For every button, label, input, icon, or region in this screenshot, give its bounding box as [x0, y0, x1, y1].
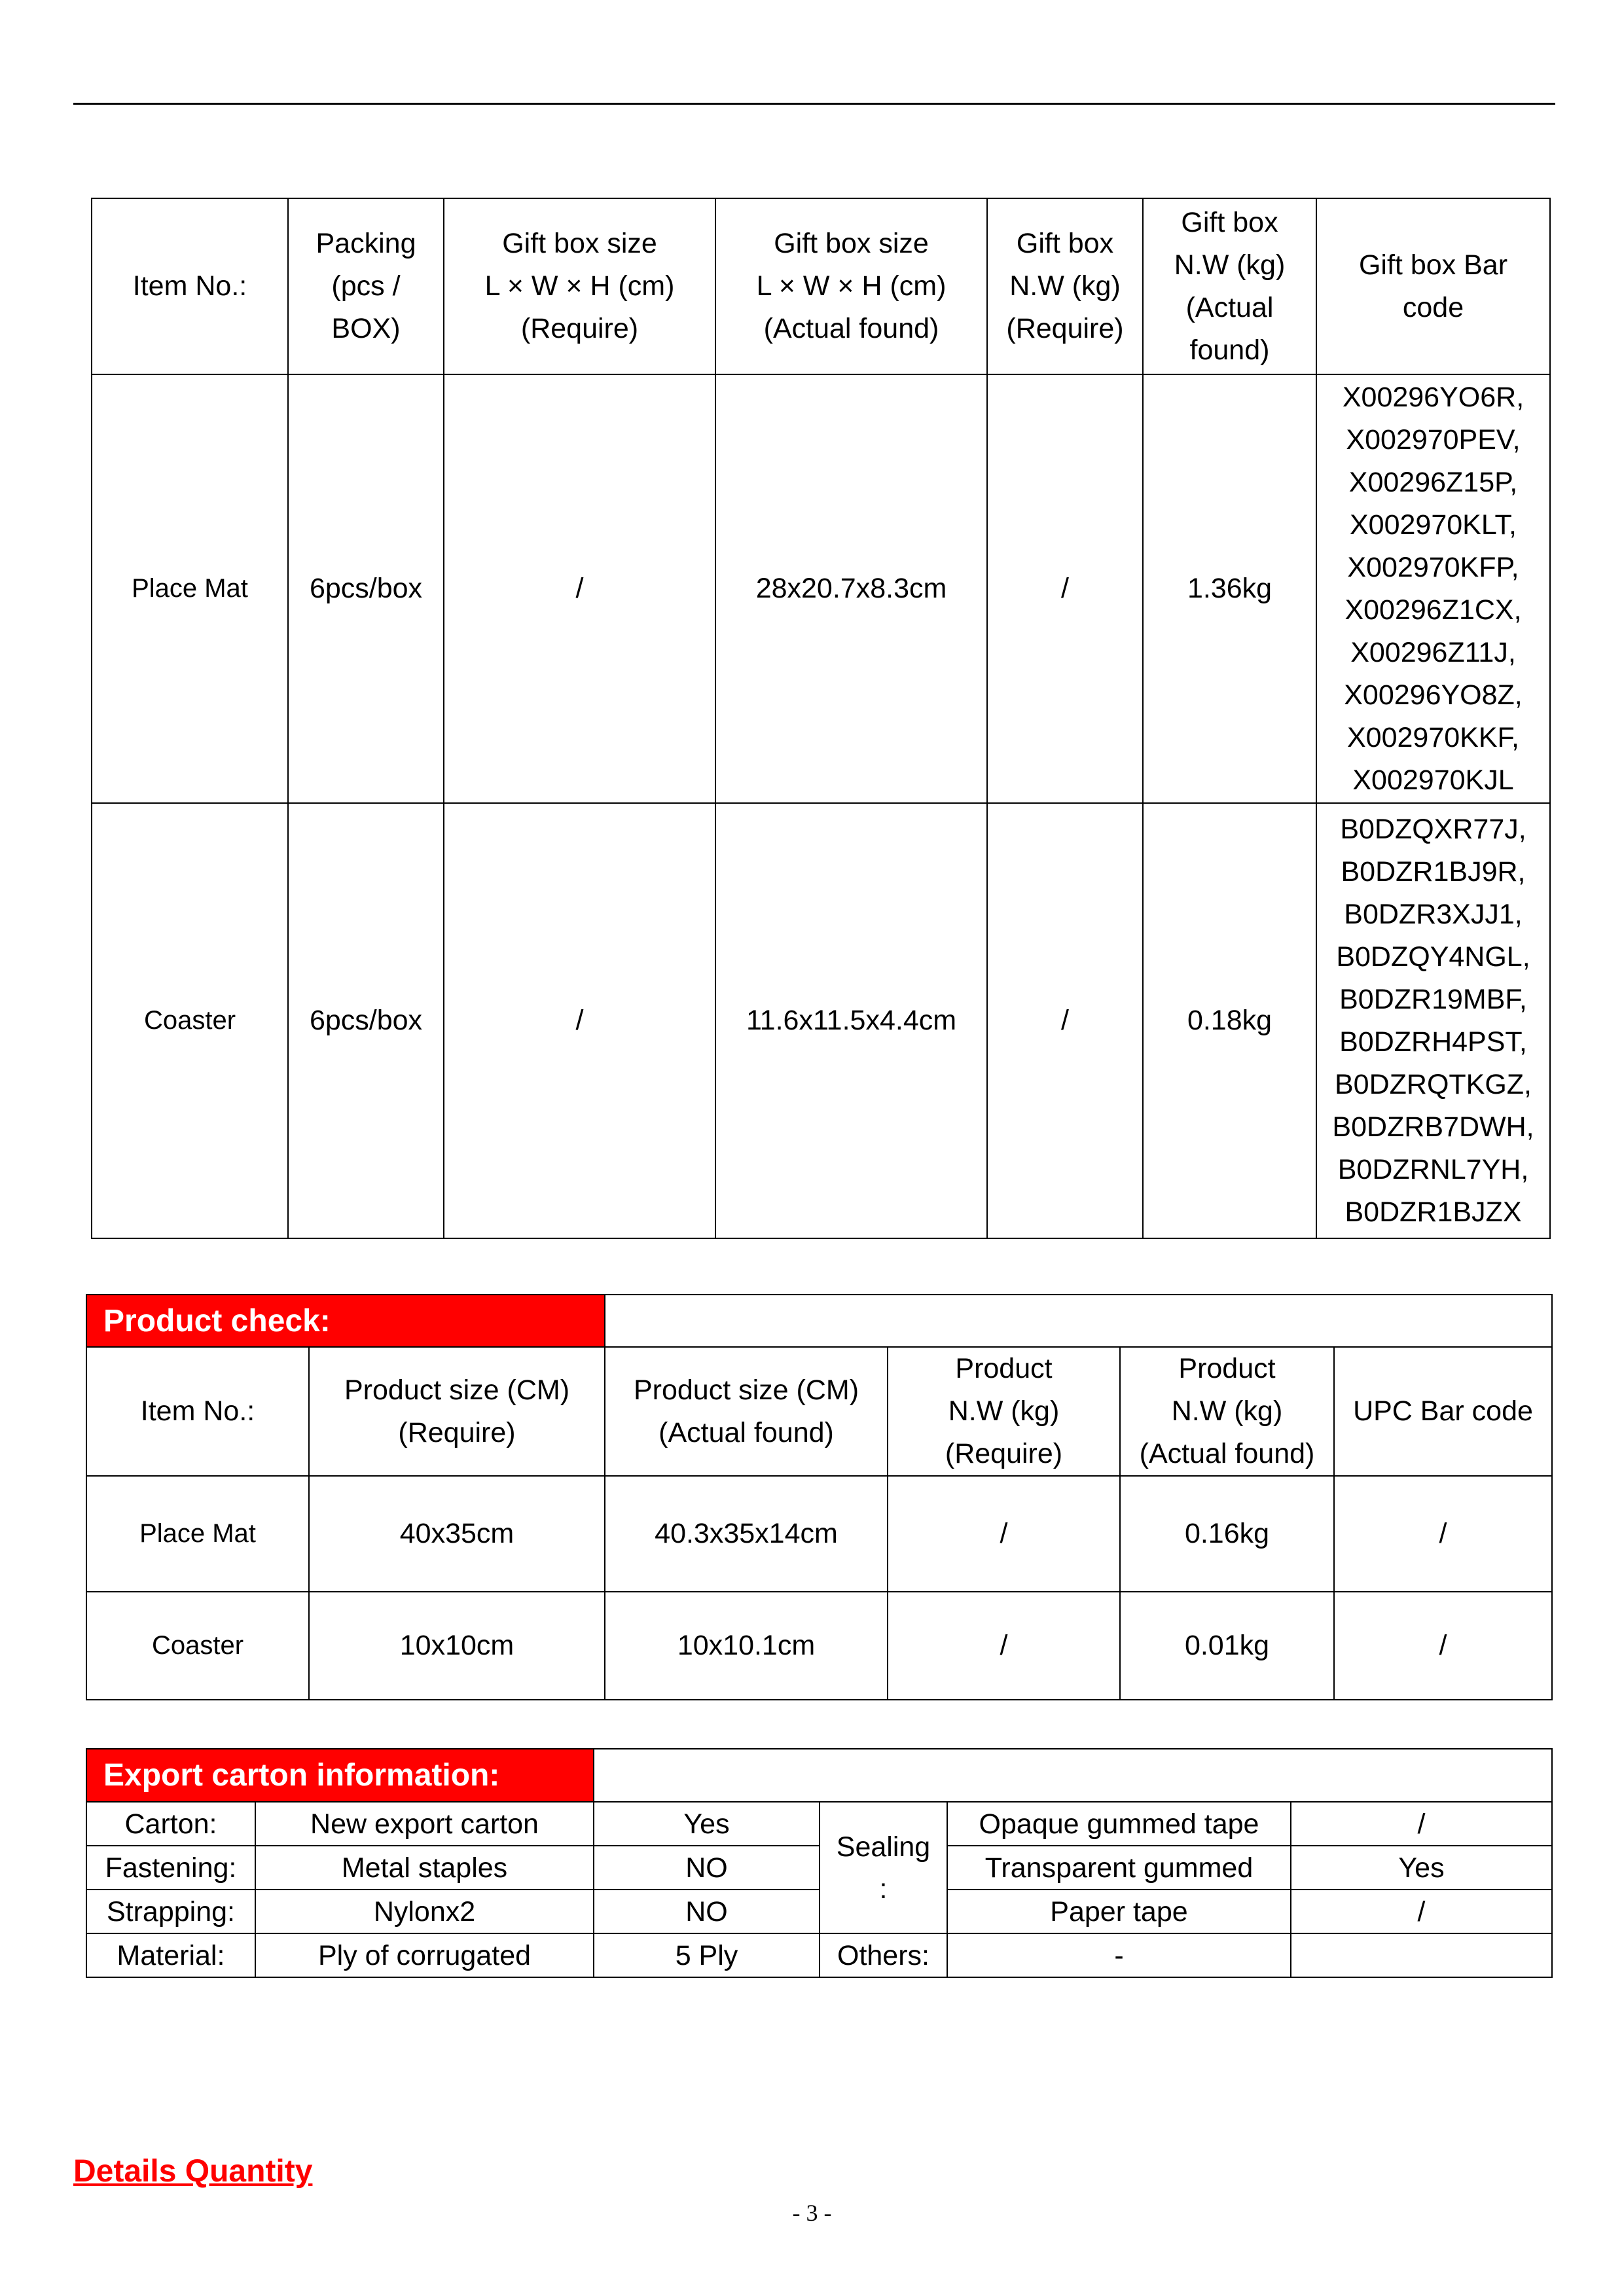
sealing-type: Opaque gummed tape [947, 1802, 1291, 1846]
sealing-status: / [1291, 1890, 1552, 1933]
upc-barcode-value: / [1334, 1476, 1552, 1592]
export-carton-title-row [86, 1749, 1552, 1802]
product-nw-actual: 0.16kg [1120, 1476, 1334, 1592]
product-nw-require: / [888, 1476, 1120, 1592]
packing-value: 6pcs/box [288, 374, 444, 803]
sealing-label: Sealing : [820, 1802, 947, 1933]
header-item-no: Item No.: [92, 198, 288, 374]
export-carton-table [86, 1748, 1553, 1978]
table-row [86, 1890, 1552, 1933]
product-check-title: Product check: [86, 1295, 605, 1347]
strapping-status: NO [594, 1890, 820, 1933]
header-gift-barcode: Gift box Bar code [1316, 198, 1550, 374]
product-table-header-row [86, 1347, 1552, 1476]
nw-require-value: / [987, 803, 1143, 1238]
size-require-value: / [444, 374, 715, 803]
product-size-actual: 10x10.1cm [605, 1592, 888, 1700]
nw-actual-value: 0.18kg [1143, 803, 1316, 1238]
table-row [92, 374, 1550, 803]
item-name: Place Mat [86, 1476, 309, 1592]
product-size-require: 40x35cm [309, 1476, 605, 1592]
others-value: - [947, 1933, 1291, 1977]
header-gift-nw-actual: Gift box N.W (kg) (Actual found) [1143, 198, 1316, 374]
packing-value: 6pcs/box [288, 803, 444, 1238]
product-size-actual: 40.3x35x14cm [605, 1476, 888, 1592]
strapping-value: Nylonx2 [255, 1890, 594, 1933]
table-row [86, 1933, 1552, 1977]
header-gift-nw-require: Gift box N.W (kg) (Require) [987, 198, 1143, 374]
material-value: Ply of corrugated [255, 1933, 594, 1977]
strapping-label: Strapping: [86, 1890, 255, 1933]
header-product-nw-require: Product N.W (kg) (Require) [888, 1347, 1120, 1476]
size-actual-value: 28x20.7x8.3cm [715, 374, 987, 803]
details-quantity-heading: Details Quantity [73, 2154, 313, 2189]
sealing-type: Transparent gummed [947, 1846, 1291, 1890]
table-row [86, 1592, 1552, 1700]
product-size-require: 10x10cm [309, 1592, 605, 1700]
fastening-label: Fastening: [86, 1846, 255, 1890]
item-name: Place Mat [92, 374, 288, 803]
product-check-table [86, 1294, 1553, 1700]
header-gift-size-actual: Gift box size L × W × H (cm) (Actual found) [715, 198, 987, 374]
barcode-list: B0DZQXR77J, B0DZR1BJ9R, B0DZR3XJJ1, B0DZQY4NGL, B0DZR19MBF, B0DZRH4PST, B0DZRQTKGZ, B0DZRB7DWH, B0DZRNL7YH, B0DZR1BJZX [1316, 803, 1550, 1238]
sealing-status: / [1291, 1802, 1552, 1846]
fastening-value: Metal staples [255, 1846, 594, 1890]
header-product-size-require: Product size (CM) (Require) [309, 1347, 605, 1476]
item-name: Coaster [86, 1592, 309, 1700]
export-carton-title: Export carton information: [86, 1749, 594, 1802]
nw-actual-value: 1.36kg [1143, 374, 1316, 803]
table-row [86, 1846, 1552, 1890]
title-spacer [605, 1295, 1552, 1347]
item-name: Coaster [92, 803, 288, 1238]
table-row [86, 1476, 1552, 1592]
others-status [1291, 1933, 1552, 1977]
product-check-title-row [86, 1295, 1552, 1347]
sealing-type: Paper tape [947, 1890, 1291, 1933]
size-require-value: / [444, 803, 715, 1238]
header-gift-size-require: Gift box size L × W × H (cm) (Require) [444, 198, 715, 374]
gift-table-header-row [92, 198, 1550, 374]
fastening-status: NO [594, 1846, 820, 1890]
gift-box-table [91, 198, 1551, 1239]
carton-value: New export carton [255, 1802, 594, 1846]
carton-label: Carton: [86, 1802, 255, 1846]
material-label: Material: [86, 1933, 255, 1977]
table-row [86, 1802, 1552, 1846]
others-label: Others: [820, 1933, 947, 1977]
header-upc-barcode: UPC Bar code [1334, 1347, 1552, 1476]
product-nw-require: / [888, 1592, 1120, 1700]
material-status: 5 Ply [594, 1933, 820, 1977]
product-nw-actual: 0.01kg [1120, 1592, 1334, 1700]
table-row [92, 803, 1550, 1238]
carton-status: Yes [594, 1802, 820, 1846]
nw-require-value: / [987, 374, 1143, 803]
sealing-status: Yes [1291, 1846, 1552, 1890]
size-actual-value: 11.6x11.5x4.4cm [715, 803, 987, 1238]
header-item-no: Item No.: [86, 1347, 309, 1476]
page-number: - 3 - [792, 2200, 832, 2226]
header-product-nw-actual: Product N.W (kg) (Actual found) [1120, 1347, 1334, 1476]
header-product-size-actual: Product size (CM) (Actual found) [605, 1347, 888, 1476]
header-packing: Packing (pcs / BOX) [288, 198, 444, 374]
upc-barcode-value: / [1334, 1592, 1552, 1700]
title-spacer [594, 1749, 1552, 1802]
header-rule [73, 103, 1555, 105]
barcode-list: X00296YO6R, X002970PEV, X00296Z15P, X002970KLT, X002970KFP, X00296Z1CX, X00296Z11J, X00296YO8Z, X002970KKF, X002970KJL [1316, 374, 1550, 803]
